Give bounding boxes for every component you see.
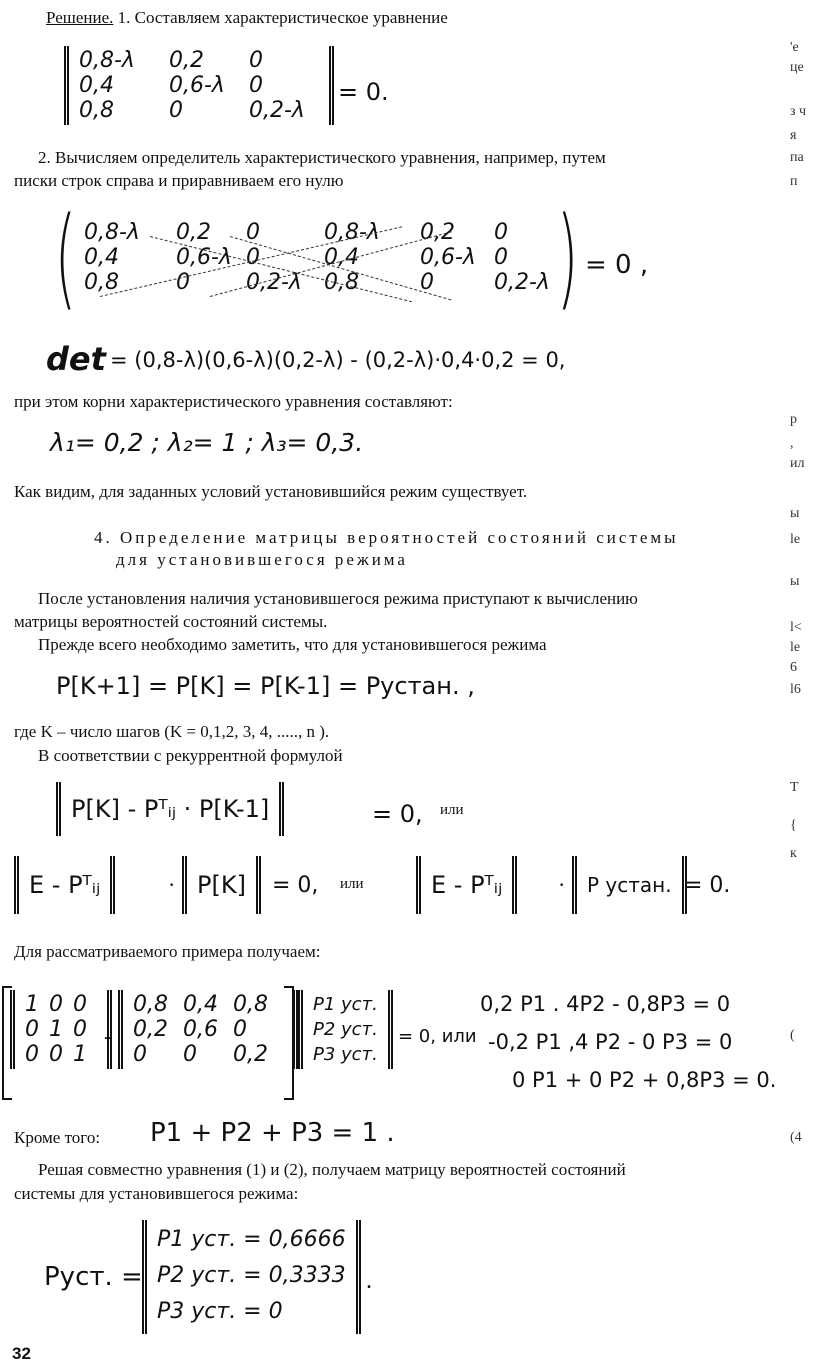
page-number: 32	[12, 1344, 31, 1363]
roots: λ₁= 0,2 ; λ₂= 1 ; λ₃= 0,3.	[50, 428, 364, 457]
right-paren: )	[556, 193, 579, 321]
edge-fragment: з ч	[790, 104, 807, 119]
formula-b-end: = 0,	[272, 873, 319, 898]
p-vector-norm	[298, 990, 393, 1069]
trans-matrix-norm	[118, 990, 298, 1069]
para1-line1: После установления наличия установившегося режима приступают к вычислению	[38, 589, 638, 608]
edge-fragment: ,	[790, 436, 794, 451]
edge-fragment: па	[790, 150, 804, 165]
where-text: где K – число шагов (K = 0,1,2, 3, 4, ....., n ).	[14, 722, 330, 741]
edge-fragment: lе	[790, 640, 801, 655]
identity-matrix: 1 0 0 0 1 0 0 0 1	[25, 992, 87, 1067]
formula-b-norm1: E - Pᵀᵢⱼ	[14, 856, 115, 914]
identity-matrix-norm	[10, 990, 112, 1069]
edge-fragment: l<	[790, 620, 802, 635]
formula-c-norm2: P устан.	[572, 856, 687, 914]
step1-text: 1. Составляем характеристическое уравнение	[117, 8, 448, 27]
edge-fragment: це	[790, 60, 804, 75]
edge-fragment: (	[790, 1028, 795, 1043]
char-determinant	[64, 46, 334, 125]
step2-line2: писки строк справа и приравниваем его нулю	[14, 171, 344, 190]
ili-2: или	[340, 876, 364, 892]
besides-formula: P1 + P2 + P3 = 1 .	[150, 1118, 395, 1148]
edge-fragment: le	[790, 532, 801, 547]
dot-op: ·	[558, 872, 566, 897]
edge-fragment: ы	[790, 506, 800, 521]
extended-eq-zero: = 0 ,	[585, 250, 649, 280]
conclusion: Как видим, для заданных условий установившийся режим существует.	[14, 482, 528, 501]
solving-line1: Решая совместно уравнения (1) и (2), получаем матрицу вероятностей состояний	[38, 1160, 626, 1179]
formula-b-norm2: P[K]	[182, 856, 261, 914]
p-vector-item: P3 уст.	[313, 1044, 378, 1065]
result-item: P3 уст. = 0	[157, 1299, 283, 1324]
solution-label: Решение.	[46, 8, 114, 27]
system-eq-2: -0,2 P1 ,4 P2 - 0 P3 = 0	[488, 1030, 733, 1054]
trans-matrix: 0,8 0,4 0,8 0,2 0,6 0 0 0 0,2	[133, 992, 268, 1067]
formula-a-end: = 0,	[372, 800, 423, 828]
result-label: Pуст. =	[44, 1262, 143, 1292]
p-vector-item: P2 уст.	[313, 1019, 378, 1040]
result-item: P1 уст. = 0,6666	[157, 1227, 346, 1252]
dot-op: ·	[290, 1024, 297, 1046]
char-matrix: 0,8-λ 0,2 0 0,4 0,6-λ 0 0,8 0 0,2-λ	[79, 48, 305, 123]
minus-op: -	[104, 1024, 112, 1050]
formula-c-end: = 0.	[684, 873, 731, 898]
section-heading-2: для установившегося режима	[116, 550, 408, 569]
p-vector-item: P1 уст.	[313, 994, 378, 1015]
extended-matrix: 0,8-λ 0,2 0 0,8-λ 0,2 0 0,4 0,6-λ 0 0,4 0,6-λ 0 0,8 0 0,2-λ 0,8 0 0,2-λ	[84, 220, 550, 295]
edge-fragment: я	[790, 128, 797, 143]
edge-fragment: к	[790, 846, 797, 861]
section-heading-1: 4. Определение матрицы вероятностей состояний системы	[94, 528, 679, 547]
recurrent-text: В соответствии с рекуррентной формулой	[38, 746, 343, 765]
system-eq-3: 0 P1 + 0 P2 + 0,8P3 = 0.	[512, 1068, 777, 1092]
char-eq-zero: = 0.	[338, 78, 389, 106]
edge-fragment: l6	[790, 682, 801, 697]
edge-fragment: 'е	[790, 40, 799, 55]
para1-line2: матрицы вероятностей состояний системы.	[14, 612, 328, 631]
edge-fragment: {	[790, 818, 797, 833]
formula-c-norm1: E - Pᵀᵢⱼ	[416, 856, 517, 914]
edge-fragment: (4	[790, 1130, 802, 1145]
besides-label: Кроме того:	[14, 1128, 101, 1147]
left-paren: (	[54, 193, 77, 321]
solving-line2: системы для установившегося режима:	[14, 1184, 299, 1203]
system-eq-sign: = 0, или	[398, 1026, 477, 1047]
edge-fragment: р	[790, 412, 797, 427]
steady-formula: P[K+1] = P[K] = P[K-1] = Pустан. ,	[56, 672, 475, 700]
result-item: P2 уст. = 0,3333	[157, 1263, 346, 1288]
formula-a-norm: P[K] - Pᵀᵢⱼ · P[K-1]	[56, 782, 284, 836]
roots-text: при этом корни характеристического уравнения составляют:	[14, 392, 453, 411]
det-expression: = (0,8-λ)(0,6-λ)(0,2-λ) - (0,2-λ)·0,4·0,2 = 0,	[110, 348, 566, 372]
edge-fragment: п	[790, 174, 798, 189]
result-vector	[142, 1220, 361, 1334]
para2: Прежде всего необходимо заметить, что для установившегося режима	[38, 635, 547, 654]
result-period: .	[366, 1268, 372, 1294]
det-label: det	[46, 340, 106, 378]
step2-line1: 2. Вычисляем определитель характеристического уравнения, например, путем	[38, 148, 606, 167]
edge-fragment: ил	[790, 456, 805, 471]
dot-op: ·	[168, 872, 176, 897]
edge-fragment: ы	[790, 574, 800, 589]
edge-fragment: 6	[790, 660, 797, 675]
ili-1: или	[440, 802, 464, 818]
system-eq-1: 0,2 P1 . 4P2 - 0,8P3 = 0	[480, 992, 731, 1016]
solution-line	[46, 8, 448, 28]
example-text: Для рассматриваемого примера получаем:	[14, 942, 321, 961]
edge-fragment: Т	[790, 780, 799, 795]
